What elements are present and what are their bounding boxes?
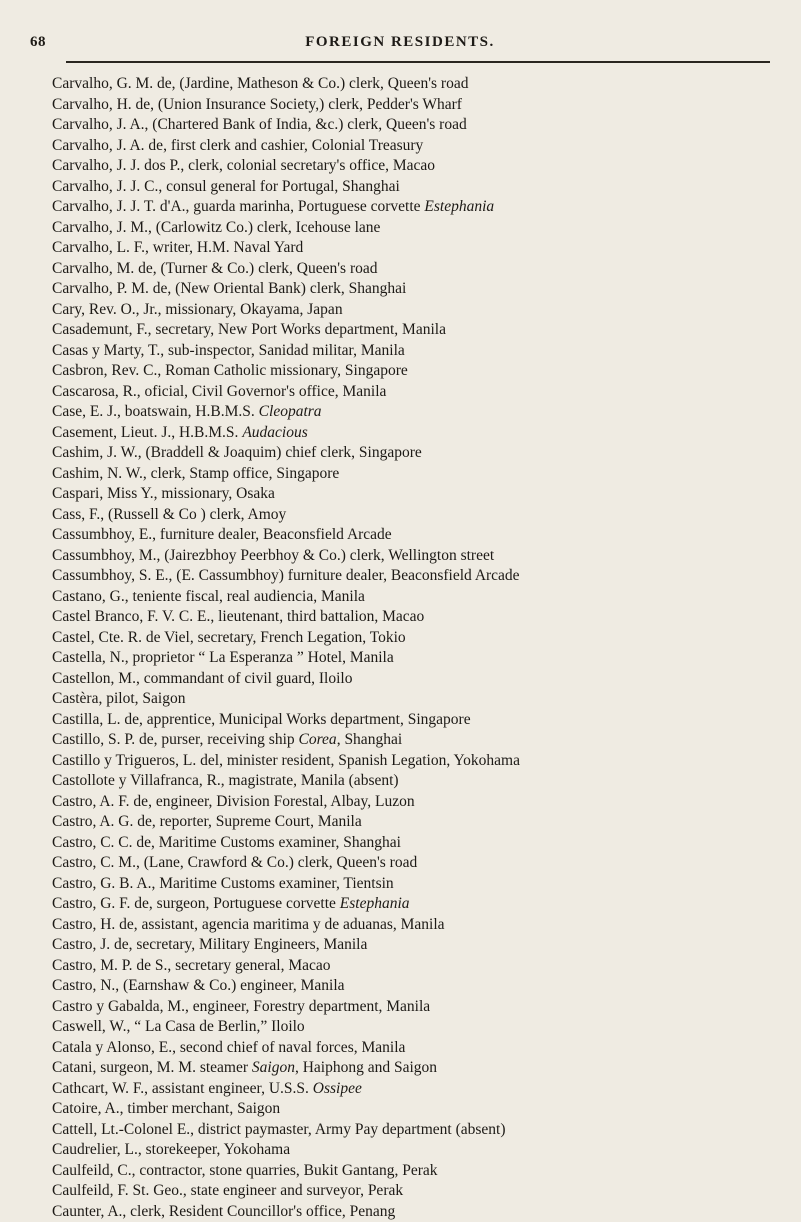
directory-entry [52, 218, 787, 239]
directory-entry [52, 730, 787, 751]
entry-text: Case, E. J., boatswain, H.B.M.S. [52, 403, 259, 420]
directory-entry [52, 115, 787, 136]
directory-entry [52, 300, 787, 321]
entry-text: Cary, Rev. O., Jr., missionary, Okayama, Japan [52, 301, 343, 318]
entry-text: Catani, surgeon, M. M. steamer [52, 1059, 252, 1076]
directory-entry [52, 956, 787, 977]
directory-entries [52, 74, 787, 1222]
directory-entry [52, 1038, 787, 1059]
entry-text: Caswell, W., “ La Casa de Berlin,” Iloilo [52, 1018, 305, 1035]
entry-text: Cass, F., (Russell & Co ) clerk, Amoy [52, 506, 286, 523]
directory-entry [52, 505, 787, 526]
entry-text: Castro, G. F. de, surgeon, Portuguese corvette [52, 895, 340, 912]
directory-entry [52, 648, 787, 669]
directory-entry [52, 833, 787, 854]
entry-text: Casement, Lieut. J., H.B.M.S. [52, 424, 242, 441]
directory-entry [52, 177, 787, 198]
entry-text: Castro, H. de, assistant, agencia maritima y de aduanas, Manila [52, 916, 445, 933]
directory-entry [52, 95, 787, 116]
entry-text: Casademunt, F., secretary, New Port Works department, Manila [52, 321, 446, 338]
vessel-name: Saigon [252, 1059, 295, 1076]
page-header [30, 34, 770, 60]
directory-entry [52, 197, 787, 218]
directory-entry [52, 976, 787, 997]
entry-text: Carvalho, J. M., (Carlowitz Co.) clerk, Icehouse lane [52, 219, 380, 236]
directory-entry [52, 443, 787, 464]
directory-entry [52, 484, 787, 505]
header-rule [66, 61, 770, 63]
directory-entry [52, 402, 787, 423]
entry-text: Castro, A. F. de, engineer, Division Forestal, Albay, Luzon [52, 793, 415, 810]
entry-text: Catala y Alonso, E., second chief of naval forces, Manila [52, 1039, 405, 1056]
vessel-name: Estephania [340, 895, 410, 912]
directory-entry [52, 792, 787, 813]
directory-entry [52, 361, 787, 382]
entry-text: Castro, C. M., (Lane, Crawford & Co.) clerk, Queen's road [52, 854, 417, 871]
directory-entry [52, 935, 787, 956]
directory-entry [52, 1058, 787, 1079]
entry-location: , Haiphong and Saigon [295, 1059, 437, 1076]
directory-entry [52, 1161, 787, 1182]
entry-text: Carvalho, M. de, (Turner & Co.) clerk, Queen's road [52, 260, 378, 277]
entry-text: Castilla, L. de, apprentice, Municipal Works department, Singapore [52, 711, 471, 728]
directory-entry [52, 812, 787, 833]
directory-entry [52, 587, 787, 608]
directory-entry [52, 689, 787, 710]
entry-text: Castillo y Trigueros, L. del, minister resident, Spanish Legation, Yokohama [52, 752, 520, 769]
directory-entry [52, 525, 787, 546]
entry-text: Cashim, N. W., clerk, Stamp office, Singapore [52, 465, 339, 482]
entry-text: Cassumbhoy, E., furniture dealer, Beaconsfield Arcade [52, 526, 392, 543]
entry-text: Cascarosa, R., oficial, Civil Governor's office, Manila [52, 383, 386, 400]
entry-text: Carvalho, J. A. de, first clerk and cashier, Colonial Treasury [52, 137, 423, 154]
directory-entry [52, 1079, 787, 1100]
entry-text: Castro, J. de, secretary, Military Engineers, Manila [52, 936, 367, 953]
directory-entry [52, 874, 787, 895]
directory-entry [52, 279, 787, 300]
directory-entry [52, 382, 787, 403]
page-number: 68 [30, 34, 46, 51]
vessel-name: Ossipee [313, 1080, 362, 1097]
directory-entry [52, 341, 787, 362]
directory-entry [52, 238, 787, 259]
directory-entry [52, 669, 787, 690]
vessel-name: Estephania [424, 198, 494, 215]
running-head: FOREIGN RESIDENTS. [30, 34, 770, 51]
entry-text: Caspari, Miss Y., missionary, Osaka [52, 485, 275, 502]
directory-entry [52, 1181, 787, 1202]
directory-entry [52, 853, 787, 874]
directory-entry [52, 546, 787, 567]
entry-text: Carvalho, G. M. de, (Jardine, Matheson & Co.) clerk, Queen's road [52, 75, 468, 92]
directory-entry [52, 423, 787, 444]
entry-text: Castèra, pilot, Saigon [52, 690, 185, 707]
entry-text: Catoire, A., timber merchant, Saigon [52, 1100, 280, 1117]
entry-text: Carvalho, H. de, (Union Insurance Society,) clerk, Pedder's Wharf [52, 96, 462, 113]
entry-text: Casas y Marty, T., sub-inspector, Sanidad militar, Manila [52, 342, 405, 359]
entry-text: Castillo, S. P. de, purser, receiving ship [52, 731, 299, 748]
directory-entry [52, 997, 787, 1018]
entry-text: Castella, N., proprietor “ La Esperanza ” Hotel, Manila [52, 649, 394, 666]
directory-entry [52, 607, 787, 628]
entry-text: Cathcart, W. F., assistant engineer, U.S.S. [52, 1080, 313, 1097]
entry-text: Castel Branco, F. V. C. E., lieutenant, third battalion, Macao [52, 608, 424, 625]
directory-entry [52, 1120, 787, 1141]
entry-text: Carvalho, L. F., writer, H.M. Naval Yard [52, 239, 303, 256]
directory-entry [52, 156, 787, 177]
directory-entry [52, 915, 787, 936]
directory-entry [52, 136, 787, 157]
entry-text: Castollote y Villafranca, R., magistrate, Manila (absent) [52, 772, 399, 789]
entry-text: Caulfeild, F. St. Geo., state engineer and surveyor, Perak [52, 1182, 403, 1199]
entry-text: Caulfeild, C., contractor, stone quarries, Bukit Gantang, Perak [52, 1162, 438, 1179]
directory-entry [52, 751, 787, 772]
entry-text: Castel, Cte. R. de Viel, secretary, French Legation, Tokio [52, 629, 406, 646]
entry-text: Castro, N., (Earnshaw & Co.) engineer, Manila [52, 977, 345, 994]
entry-text: Cashim, J. W., (Braddell & Joaquim) chief clerk, Singapore [52, 444, 422, 461]
directory-entry [52, 259, 787, 280]
entry-text: Castro, M. P. de S., secretary general, Macao [52, 957, 331, 974]
directory-entry [52, 771, 787, 792]
vessel-name: Corea [299, 731, 337, 748]
entry-text: Castano, G., teniente fiscal, real audiencia, Manila [52, 588, 365, 605]
directory-entry [52, 710, 787, 731]
vessel-name: Audacious [242, 424, 307, 441]
entry-text: Caunter, A., clerk, Resident Councillor's office, Penang [52, 1203, 395, 1220]
directory-entry [52, 464, 787, 485]
vessel-name: Cleopatra [259, 403, 322, 420]
entry-text: Castro y Gabalda, M., engineer, Forestry department, Manila [52, 998, 430, 1015]
entry-text: Carvalho, J. J. T. d'A., guarda marinha, Portuguese corvette [52, 198, 424, 215]
entry-location: , Shanghai [337, 731, 402, 748]
entry-text: Cattell, Lt.-Colonel E., district paymaster, Army Pay department (absent) [52, 1121, 506, 1138]
entry-text: Castro, G. B. A., Maritime Customs examiner, Tientsin [52, 875, 394, 892]
directory-entry [52, 628, 787, 649]
directory-entry [52, 1202, 787, 1222]
directory-entry [52, 1017, 787, 1038]
entry-text: Carvalho, P. M. de, (New Oriental Bank) clerk, Shanghai [52, 280, 406, 297]
entry-text: Cassumbhoy, S. E., (E. Cassumbhoy) furniture dealer, Beaconsfield Arcade [52, 567, 520, 584]
directory-entry [52, 566, 787, 587]
entry-text: Carvalho, J. A., (Chartered Bank of India, &c.) clerk, Queen's road [52, 116, 467, 133]
directory-entry [52, 1140, 787, 1161]
directory-entry [52, 320, 787, 341]
directory-entry [52, 1099, 787, 1120]
entry-text: Casbron, Rev. C., Roman Catholic missionary, Singapore [52, 362, 408, 379]
entry-text: Castellon, M., commandant of civil guard, Iloilo [52, 670, 352, 687]
directory-entry [52, 74, 787, 95]
entry-text: Carvalho, J. J. C., consul general for Portugal, Shanghai [52, 178, 400, 195]
entry-text: Carvalho, J. J. dos P., clerk, colonial secretary's office, Macao [52, 157, 435, 174]
entry-text: Caudrelier, L., storekeeper, Yokohama [52, 1141, 290, 1158]
entry-text: Castro, A. G. de, reporter, Supreme Court, Manila [52, 813, 362, 830]
directory-entry [52, 894, 787, 915]
entry-text: Castro, C. C. de, Maritime Customs examiner, Shanghai [52, 834, 401, 851]
entry-text: Cassumbhoy, M., (Jairezbhoy Peerbhoy & Co.) clerk, Wellington street [52, 547, 494, 564]
